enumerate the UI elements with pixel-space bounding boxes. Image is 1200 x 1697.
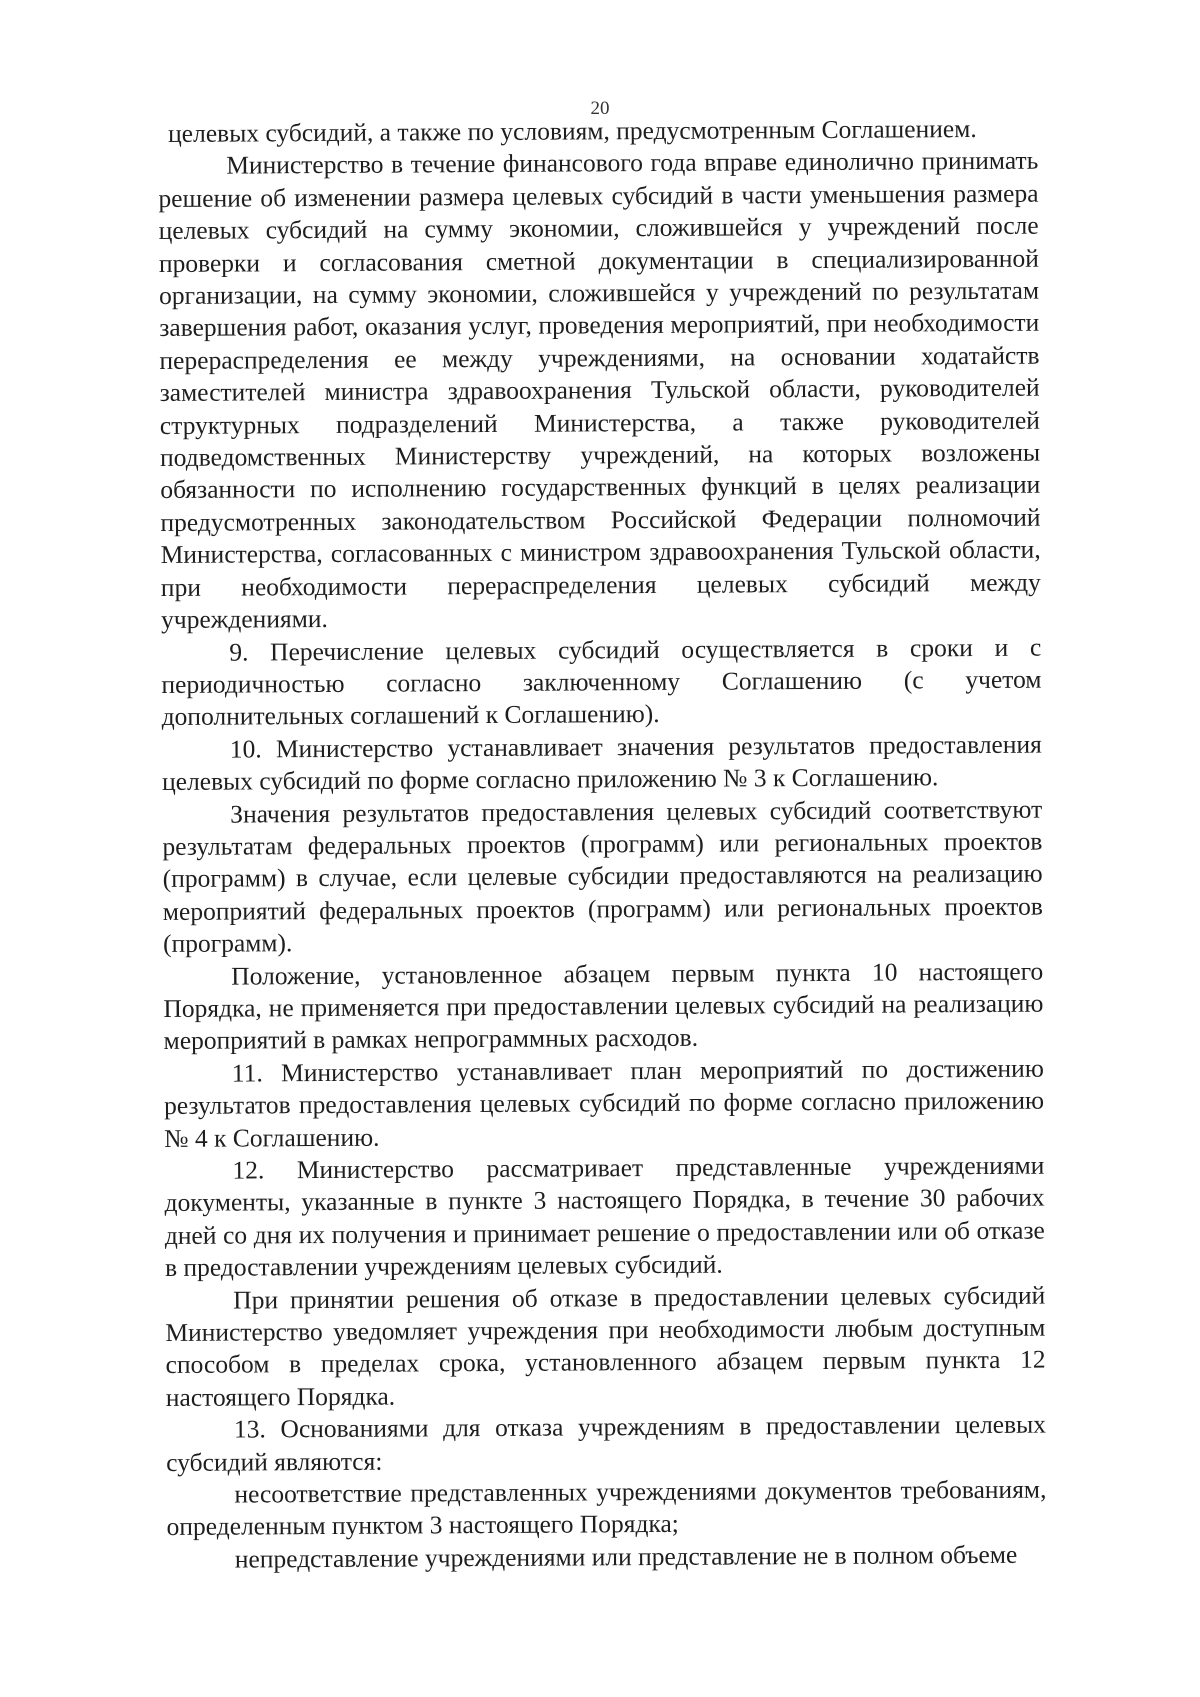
paragraph-item-12: 12. Министерство рассматривает представленные учреждениями документы, указанные в пункте 3 настоящего Порядка, в течение 30 рабочих дней со дня их получения и принимает решение о предоставлении или об отказе в предоставлении учреждениям целевых субсидий. — [164, 1150, 1045, 1283]
paragraph-item-11: 11. Министерство устанавливает план мероприятий по достижению результатов предоставления целевых субсидий по форме согласно приложению № 4 к Соглашению. — [163, 1053, 1045, 1153]
paragraph-item-9: 9. Перечисление целевых субсидий осуществляется в сроки и с периодичностью согласно заключенному Соглашению (с учетом дополнительных соглашений к Соглашению). — [161, 632, 1042, 732]
paragraph-continuation: целевых субсидий, а также по условиям, предусмотренным Соглашением. — [168, 113, 977, 148]
paragraph-refusal-reason-2: непредставление учреждениями или представление не в полном объеме — [234, 1539, 1018, 1574]
page-number: 20 — [590, 98, 610, 119]
document-body — [158, 113, 1047, 1577]
paragraph-provision-exception: Положение, установленное абзацем первым пункта 10 настоящего Порядка, не применяется при предоставлении целевых субсидий на реализацию мероприятий в рамках непрограммных расходов. — [163, 956, 1044, 1056]
paragraph-refusal-notice: При принятии решения об отказе в предоставлении целевых субсидий Министерство уведомляет учреждения при необходимости любым доступным способом в пределах срока, установленного абзацем первым пункта 12 настоящего Порядка. — [165, 1280, 1046, 1412]
paragraph-item-13: 13. Основаниями для отказа учреждениям в предоставлении целевых субсидий являются: — [166, 1409, 1047, 1477]
paragraph-budget-change: Министерство в течение финансового года вправе единолично принимать решение об изменении размера целевых субсидий в части уменьшения размера целевых субсидий на сумму экономии, сложившейся у учреждений после проверки и согласования сметной документации в специализированной организации, на сумму экономии, сложившейся у учреждений по результатам завершения работ, оказания услуг, проведения мероприятий, при необходимости перераспределения ее между учреждениями, на основании ходатайств заместителей министра здравоохранения Тульской области, руководителей структурных подразделений Министерства, а также руководителей подведомственных Министерству учреждений, на которых возложены обязанности по исполнению государственных функций в целях реализации предусмотренных законодательством Российской Федерации полномочий Министерства, согласованных с министром здравоохранения Тульской области, при необходимости перераспределения целевых субсидий между учреждениями. — [158, 146, 1041, 635]
paragraph-refusal-reason-1: несоответствие представленных учреждениями документов требованиям, определенным пунктом 3 настоящего Порядка; — [166, 1474, 1047, 1542]
paragraph-item-10: 10. Министерство устанавливает значения результатов предоставления целевых субсидий по форме согласно приложению № 3 к Соглашению. — [161, 729, 1042, 797]
paragraph-results-values: Значения результатов предоставления целевых субсидий соответствуют результатам федеральных проектов (программ) или региональных проектов (программ) в случае, если целевые субсидии предоставляются на реализацию мероприятий федеральных проектов (программ) или региональных проектов (программ). — [162, 794, 1043, 959]
